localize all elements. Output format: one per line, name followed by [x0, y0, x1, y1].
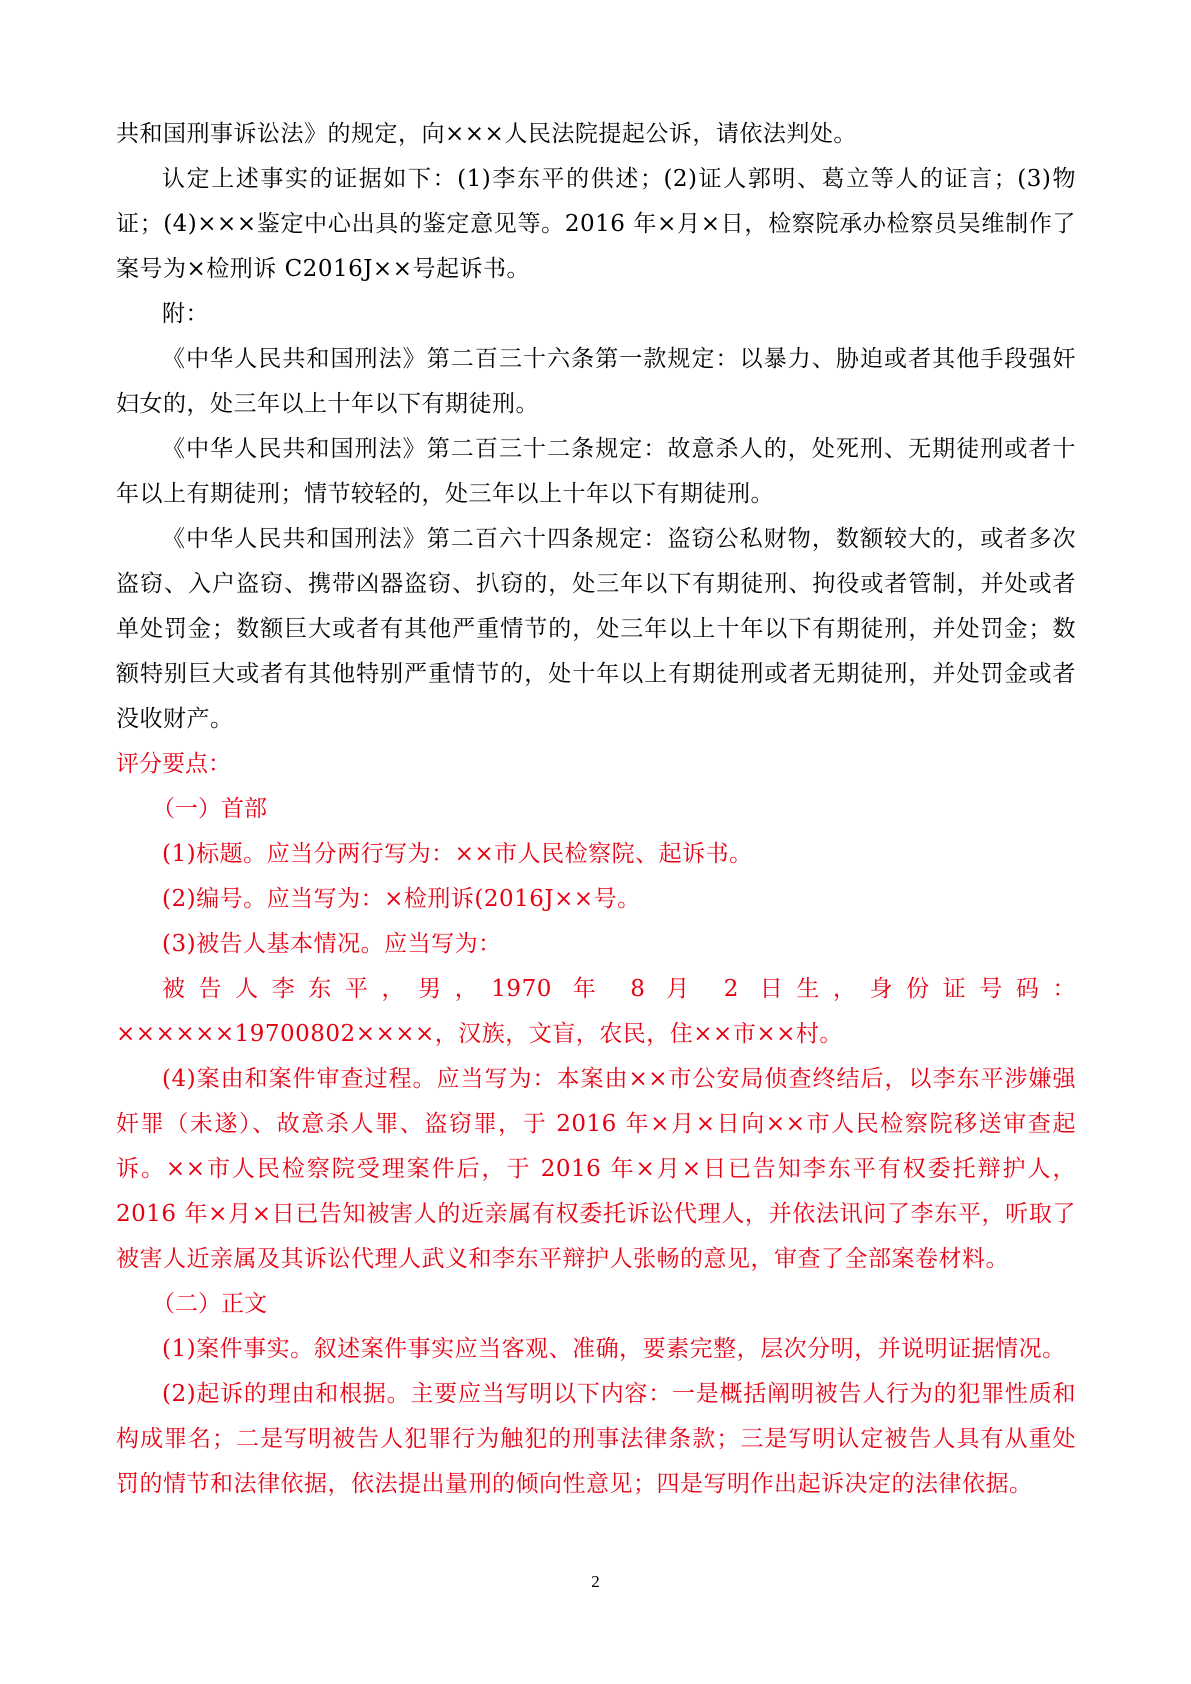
scoring-item-number: (2)编号。应当写为：×检刑诉(2016J××号。 [162, 886, 641, 912]
scoring-item-case-process: (4)案由和案件审查过程。应当写为：本案由××市公安局侦查终结后，以李东平涉嫌强奸罪（未遂）、故意杀人罪、盗窃罪，于 2016 年×月×日向××市人民检察院移送审查起诉。××市人民检察院受理案件后，于 2016 年×月×日已告知李东平有权委托辩护人，2016 年×月×日已告知被害人的近亲属有权委托诉讼代理人，并依法讯问了李东平，听取了被害人近亲属及其诉讼代理人武义和李东平辩护人张畅的意见，审查了全部案卷材料。 [116, 1066, 1076, 1272]
scoring-item-title: (1)标题。应当分两行写为：××市人民检察院、起诉书。 [162, 841, 753, 867]
scoring-item-defendant-detail: 被告人李东平，男，1970 年 8 月 2 日生，身份证号码：××××××19700802××××，汉族，文盲，农民，住××市××村。 [116, 976, 1076, 1047]
section-header-head: （一）首部 [152, 796, 267, 822]
law-article-236: 《中华人民共和国刑法》第二百三十六条第一款规定：以暴力、胁迫或者其他手段强奸妇女的，处三年以上十年以下有期徒刑。 [116, 346, 1076, 417]
law-article-232: 《中华人民共和国刑法》第二百三十二条规定：故意杀人的，处死刑、无期徒刑或者十年以上有期徒刑；情节较轻的，处三年以上十年以下有期徒刑。 [116, 436, 1076, 507]
paragraph-conclusion: 共和国刑事诉讼法》的规定，向×××人民法院提起公诉，请依法判处。 [116, 121, 857, 147]
scoring-item-reasons: (2)起诉的理由和根据。主要应当写明以下内容：一是概括阐明被告人行为的犯罪性质和构成罪名；二是写明被告人犯罪行为触犯的刑事法律条款；三是写明认定被告人具有从重处罚的情节和法律依据，依法提出量刑的倾向性意见；四是写明作出起诉决定的法律依据。 [116, 1381, 1076, 1497]
document-page [116, 112, 1076, 1507]
scoring-title: 评分要点： [116, 751, 231, 777]
page-number: 2 [591, 1572, 600, 1591]
attachment-label: 附： [162, 301, 209, 327]
paragraph-evidence: 认定上述事实的证据如下：(1)李东平的供述；(2)证人郭明、葛立等人的证言；(3)物证；(4)×××鉴定中心出具的鉴定意见等。2016 年×月×日，检察院承办检察员吴维制作了案号为×检刑诉 C2016J××号起诉书。 [116, 166, 1076, 282]
section-header-body: （二）正文 [152, 1291, 267, 1317]
scoring-item-defendant: (3)被告人基本情况。应当写为： [162, 931, 502, 957]
scoring-item-facts: (1)案件事实。叙述案件事实应当客观、准确，要素完整，层次分明，并说明证据情况。 [162, 1336, 1066, 1362]
law-article-264: 《中华人民共和国刑法》第二百六十四条规定：盗窃公私财物，数额较大的，或者多次盗窃、入户盗窃、携带凶器盗窃、扒窃的，处三年以下有期徒刑、拘役或者管制，并处或者单处罚金；数额巨大或者有其他严重情节的，处三年以上十年以下有期徒刑，并处罚金；数额特别巨大或者有其他特别严重情节的，处十年以上有期徒刑或者无期徒刑，并处罚金或者没收财产。 [116, 526, 1076, 732]
